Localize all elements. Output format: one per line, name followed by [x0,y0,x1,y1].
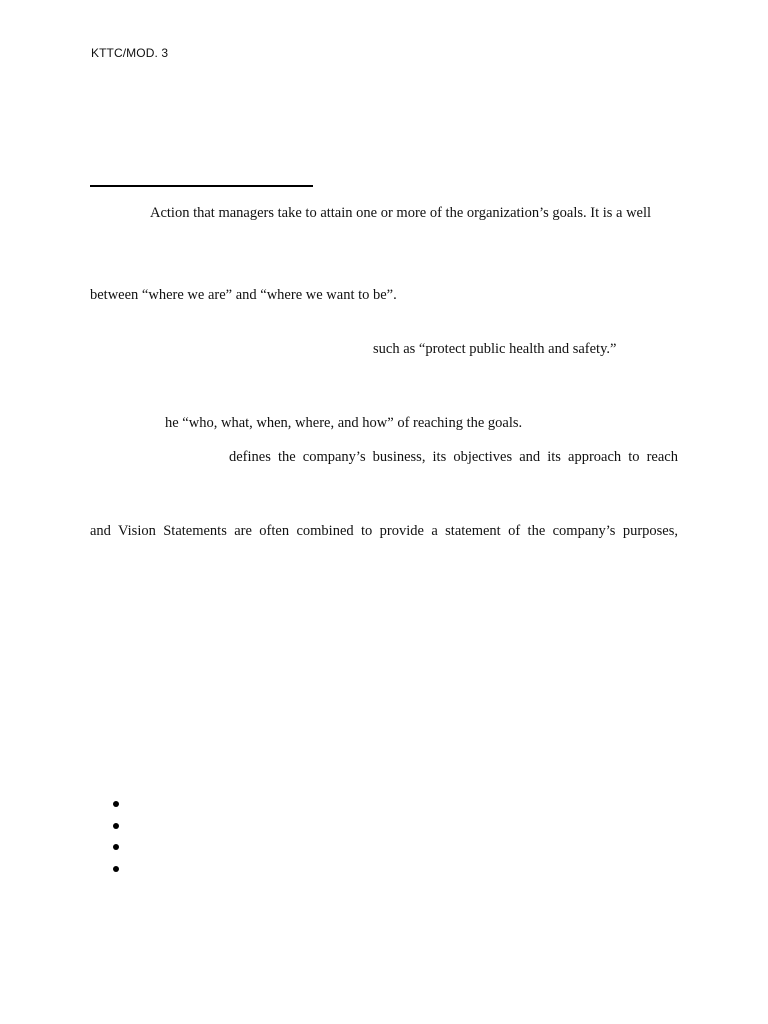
paragraph-line-4: he “who, what, when, where, and how” of reaching the goals. [165,415,523,431]
bullet-icon [113,801,119,807]
paragraph-line-2: between “where we are” and “where we want to be”. [90,287,397,303]
bullet-icon [113,823,119,829]
heading-underline-rule [90,185,313,187]
paragraph-line-3: such as “protect public health and safety.” [373,341,617,357]
paragraph-line-5: defines the company’s business, its objectives and its approach to reach [229,449,678,465]
page-header-code: KTTC/MOD. 3 [91,46,169,60]
paragraph-line-1: Action that managers take to attain one or more of the organization’s goals. It is a well [150,205,652,221]
bullet-icon [113,844,119,850]
paragraph-line-6: and Vision Statements are often combined to provide a statement of the company’s purposes, [90,523,678,539]
bullet-icon [113,866,119,872]
